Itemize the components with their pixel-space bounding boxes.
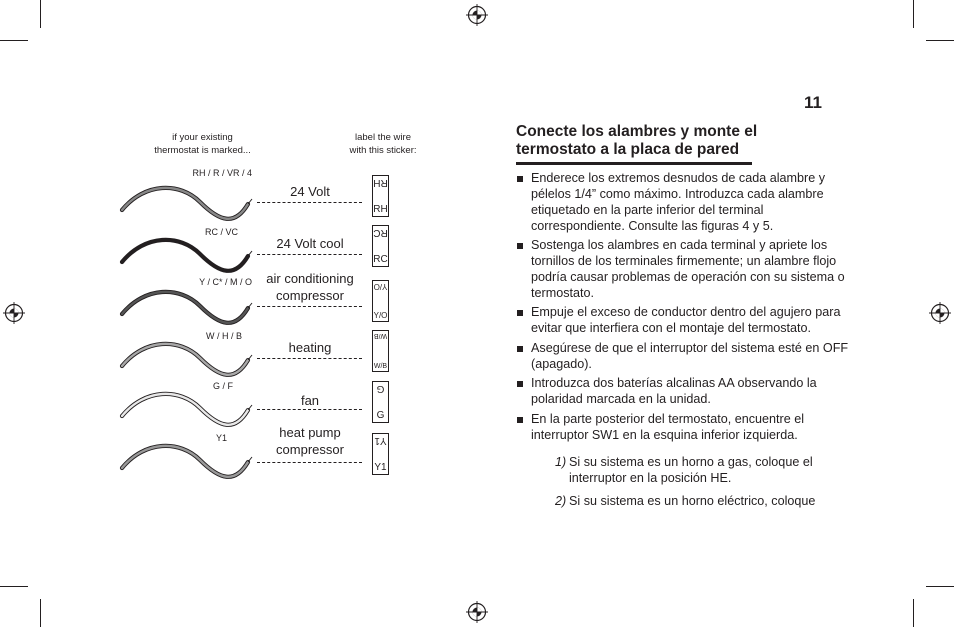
sticker-rh [372,175,389,217]
dashed-connector [257,254,362,255]
function-line: heating [288,340,332,355]
list-item-text: Introduzca dos baterías alcalinas AA observando la polaridad marcada en la unidad. [531,376,817,407]
step-text: Si su sistema es un horno eléctrico, coloque [569,493,816,508]
section-title-line: termostato a la placa de pared [516,141,740,158]
list-item-text: Empuje el exceso de conductor dentro del agujero para evitar que interfiera con el montaje del termostato. [531,305,841,336]
bullet-square-icon [517,346,523,352]
sticker-text-flipped: Y/O [373,282,388,291]
list-item-text: Asegúrese de que el interruptor del sistema esté en OFF (apagado). [531,340,849,371]
crop-mark [40,0,41,28]
function-fan [250,392,370,409]
wire-label-y1: Y1 [215,433,227,443]
function-heating [250,339,370,356]
bullet-square-icon [517,176,523,182]
wire-label-g: G / F [213,381,233,391]
function-24-volt [250,183,370,200]
section-title-line: Conecte los alambres y monte el [516,123,758,140]
sticker-rc [372,225,389,267]
wire-label-rh: RH / R / VR / 4 [192,168,252,178]
step-number: 2) [555,493,567,508]
list-item [516,412,856,444]
crop-mark [913,599,914,627]
registration-mark-icon [3,302,25,324]
function-line: compressor [276,288,344,303]
header-line: thermostat is marked... [154,145,251,156]
function-line: compressor [276,442,344,457]
bullet-square-icon [517,310,523,316]
list-item [516,341,856,373]
sticker-text-flipped: G [376,383,385,394]
crop-mark [0,586,28,587]
step-text: Si su sistema es un horno a gas, coloque el interruptor en la posición HE. [569,455,813,485]
dashed-connector [257,462,362,463]
title-underline [516,162,752,165]
sticker-text: Y/O [373,311,388,320]
list-item [516,376,856,408]
crop-mark [926,586,954,587]
sticker-text-flipped: W/B [373,332,388,339]
crop-mark [40,599,41,627]
list-item [516,305,856,337]
crop-mark [0,40,28,41]
step-number: 1) [555,455,567,469]
function-line: fan [300,393,320,408]
sticker-text-flipped: Y1 [374,435,387,446]
wire-drawings [110,160,260,480]
sticker-wb [372,330,389,372]
list-item-text: Sostenga los alambres en cada terminal y apriete los tornillos de los terminales firmemente; un alambre flojo podría causar problemas de operación con su sistema o termostato. [531,238,845,300]
crop-mark [926,40,954,41]
function-heat-pump [250,424,370,458]
bullet-square-icon [517,243,523,249]
function-line: 24 Volt [290,184,330,199]
diagram-header-existing [140,131,265,157]
sticker-text: Y1 [374,462,387,473]
header-line: label the wire [355,132,411,143]
function-line: heat pump [279,425,341,440]
list-item-text: En la parte posterior del termostato, encuentre el interruptor SW1 en la esquina inferior izquierda. [531,411,805,442]
bullet-square-icon [517,381,523,387]
registration-mark-icon [929,302,951,324]
wire-label-w: W / H / B [206,331,242,341]
function-line: 24 Volt cool [276,236,344,251]
sticker-yo [372,280,389,322]
sticker-text: W/B [373,363,388,370]
function-24-volt-cool [250,235,370,252]
sticker-y1 [372,433,389,475]
dashed-connector [257,358,362,359]
header-line: if your existing [172,132,233,143]
dashed-connector [257,409,362,410]
wire-label-rc: RC / VC [204,227,238,237]
dashed-connector [257,202,362,203]
step-item [555,494,855,510]
step-list [555,455,855,517]
sticker-text-flipped: RH [373,177,388,188]
sticker-g [372,381,389,423]
sticker-text-flipped: RC [373,227,388,238]
registration-mark-icon [466,601,488,623]
function-air-conditioning [250,270,370,304]
header-line: with this sticker: [349,145,417,156]
page-number: 11 [804,93,822,112]
diagram-header-sticker [330,131,436,157]
registration-mark-icon [466,4,488,26]
dashed-connector [257,306,362,307]
list-item [516,238,856,302]
list-item-text: Enderece los extremos desnudos de cada alambre y pélelos 1/4” como máximo. Introduzca cada alambre etiquetado en la parte inferior del terminal correspondiente. Consulte las figuras 4 y 5. [531,171,826,233]
sticker-text: G [376,410,385,421]
sticker-text: RC [373,254,388,265]
section-title [516,123,816,159]
instruction-list [516,171,856,447]
bullet-square-icon [517,417,523,423]
list-item [516,171,856,235]
sticker-text: RH [373,204,388,215]
crop-mark [913,0,914,28]
wire-label-y: Y / C* / M / O [199,277,252,287]
step-item [555,455,855,487]
function-line: air conditioning [266,271,354,286]
